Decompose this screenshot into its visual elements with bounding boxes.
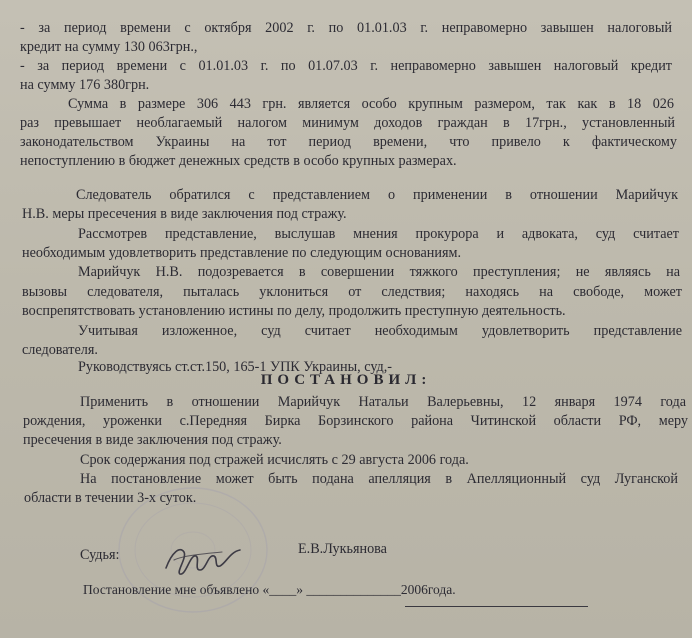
text-line: Следователь обратился с представлением о применении в отношении Марийчук [76, 187, 678, 203]
text-line: рождения, уроженки с.Передняя Бирка Борзинского района Читинской области РФ, меру [23, 413, 688, 429]
text-line: Руководствуясь ст.ст.150, 165-1 УПК Украины, суд,- [78, 359, 393, 375]
text-line: Учитывая изложенное, суд считает необходимым удовлетворить представление [78, 323, 682, 339]
announcement-line [83, 581, 456, 598]
text-line: Рассмотрев представление, выслушав мнения прокурора и адвоката, суд считает [78, 226, 679, 242]
judge-label: Судья: [80, 547, 120, 563]
announcement-day-blank: ____ [269, 582, 297, 597]
judge-name: Е.В.Лукьянова [298, 541, 387, 557]
text-line: необходимым удовлетворить представление по следующим основаниям. [22, 245, 461, 261]
signature-icon [160, 532, 245, 580]
text-line: раз превышает необлагаемый налогом минимум доходов граждан в 17грн., установленный [20, 115, 675, 131]
text-line: На постановление может быть подана апелляция в Апелляционный суд Луганской [80, 471, 678, 487]
text-line: - за период времени с 01.01.03 г. по 01.07.03 г. неправомерно завышен налоговый кредит [20, 58, 672, 74]
announcement-prefix: Постановление мне объявлено « [83, 582, 270, 597]
text-line: непоступлению в бюджет денежных средств в особо крупных размерах. [20, 153, 457, 169]
text-line: Марийчук Н.В. подозревается в совершении тяжкого преступления; не являясь на [78, 264, 680, 280]
text-line: Сумма в размере 306 443 грн. является особо крупным размером, так как в 18 026 [68, 96, 674, 112]
announcement-month-blank: ______________ [306, 582, 401, 597]
text-line: - за период времени с октября 2002 г. по 01.01.03 г. неправомерно завышен налоговый [20, 20, 672, 36]
text-line: следователя. [22, 342, 98, 358]
text-line: воспрепятствовать установлению истины по делу, продолжить преступную деятельность. [22, 303, 566, 319]
signature-line [405, 606, 588, 607]
text-line: на сумму 176 380грн. [20, 77, 150, 93]
text-line: пресечения в виде заключения под стражу. [23, 432, 282, 448]
text-line: законодательством Украины на тот период времени, что привело к фактическому [20, 134, 677, 150]
text-line: Н.В. меры пресечения в виде заключения под стражу. [22, 206, 347, 222]
text-line: вызовы следователя, пыталась уклониться от следствия; находясь на свободе, может [22, 284, 682, 300]
text-line: Применить в отношении Марийчук Натальи Валерьевны, 12 января 1974 года [80, 394, 686, 410]
announcement-middle: » [296, 582, 307, 597]
text-line: области в течении 3-х суток. [24, 490, 197, 506]
announcement-year: 2006года. [400, 582, 456, 597]
text-line: Срок содержания под стражей исчислять с 29 августа 2006 года. [80, 452, 469, 468]
text-line: кредит на сумму 130 063грн., [20, 39, 198, 55]
resolution-heading: ПОСТАНОВИЛ: [260, 372, 432, 388]
